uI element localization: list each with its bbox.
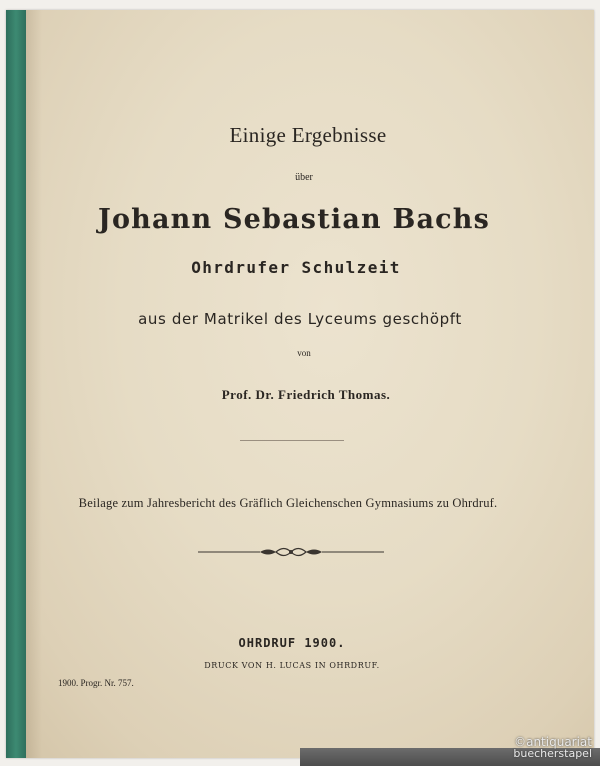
divider-rule bbox=[240, 440, 344, 441]
printer-note: DRUCK VON H. LUCAS IN OHRDRUF. bbox=[204, 661, 380, 670]
title-connector: über bbox=[295, 172, 313, 183]
program-number: 1900. Progr. Nr. 757. bbox=[58, 678, 134, 688]
subtitle: Ohrdrufer Schulzeit bbox=[191, 258, 401, 277]
author: Prof. Dr. Friedrich Thomas. bbox=[221, 387, 391, 402]
watermark-line-1: ©antiquariat bbox=[514, 735, 592, 749]
supplement-note: Beilage zum Jahresbericht des Gräflich Gleichenschen Gymnasiums zu Ohrdruf. bbox=[78, 496, 498, 510]
title-line-1: Einige Ergebnisse bbox=[229, 123, 387, 147]
subtitle-2: aus der Matrikel des Lyceums geschöpft bbox=[138, 310, 462, 328]
watermark-line-2: buecherstapel bbox=[513, 747, 592, 760]
watermark bbox=[513, 736, 592, 760]
main-title: Johann Sebastian Bachs bbox=[97, 204, 491, 235]
ornament-divider-icon bbox=[198, 544, 384, 560]
by-label: von bbox=[297, 348, 311, 358]
place-year: OHRDRUF 1900. bbox=[238, 636, 346, 650]
